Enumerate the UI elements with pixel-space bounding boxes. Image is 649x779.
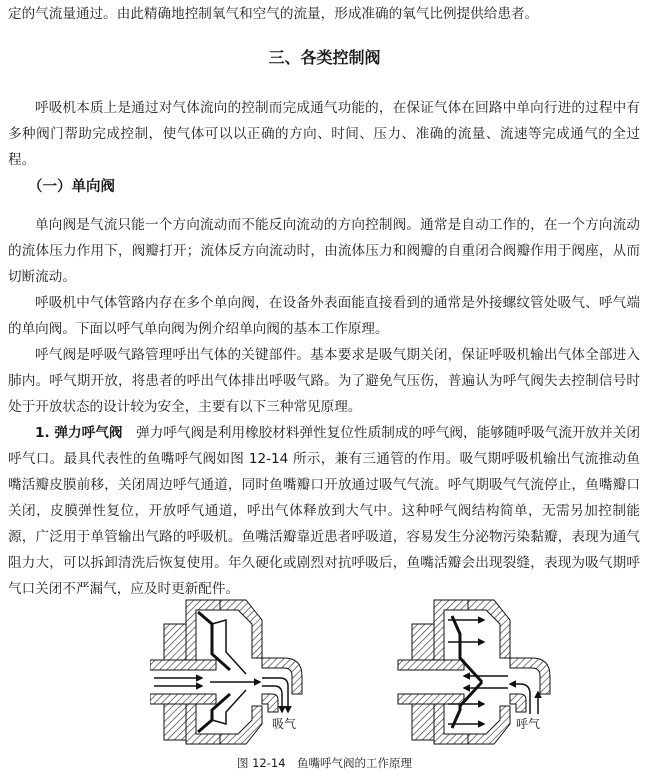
paragraph-check-valve-definition: 单向阀是气流只能一个方向流动而不能反向流动的方向控制阀。通常是自动工作的，在一个方向流动的流体压力作用下，阀瓣打开；流体反方向流动时，由流体压力和阀瓣的自重闭合阀瓣作用于阀座，从而切断流动。 (8, 217, 640, 285)
paragraph-intro: 呼吸机本质上是通过对气体流向的控制而完成通气功能的，在保证气体在回路中单向行进的过程中有多种阀门帮助完成控制，使气体可以以正确的方向、时间、压力、准确的流量、流速等完成通气的全过程。 (8, 100, 640, 168)
paragraph-elastic-valve (8, 420, 640, 602)
section-title: 三、各类控制阀 (268, 48, 381, 67)
subsection-title: （一）单向阀 (28, 179, 115, 195)
label-inhalation: 吸气 (272, 717, 297, 731)
elastic-valve-text: 弹力呼气阀是利用橡胶材料弹性复位性质制成的呼气阀，能够随呼吸气流开放并关闭呼气口。最具代表性的鱼嘴呼气阀如图 12-14 所示，兼有三通管的作用。吸气期呼吸机输出气流推动鱼嘴活瓣皮膜前移，关闭周边呼气通道，同时鱼嘴瓣口开放通过吸气气流。呼气期吸气气流停止，鱼嘴瓣口关闭，皮膜弹性复位，开放呼气通道，呼出气体释放到大气中。这种呼气阀结构简单，无需另加控制能源，广泛用于单管输出气路的呼吸机。鱼嘴活瓣靠近患者呼吸道，容易发生分泌物污染黏瓣，表现为通气阻力大，可以拆卸清洗后恢复使用。年久硬化或剧烈对抗呼吸后，鱼嘴活瓣会出现裂缝，表现为吸气期呼气口关闭不严漏气，应及时更新配件。 (8, 425, 641, 597)
paragraph-check-valve-location: 呼吸机中气体管路内存在多个单向阀，在设备外表面能直接看到的通常是外接螺纹管处吸气、呼气端的单向阀。下面以呼气单向阀为例介绍单向阀的基本工作原理。 (8, 295, 640, 337)
valve-diagram-inhalation (150, 600, 302, 744)
valve-diagram-exhalation (398, 600, 550, 744)
paragraph-oxygen-flow: 定的气流量通过。由此精确地控制氧气和空气的流量，形成准确的氧气比例提供给患者。 (8, 6, 539, 22)
figure-caption (0, 754, 649, 772)
paragraph-exhalation-valve: 呼气阀是呼吸气路管理呼出气体的关键部件。基本要求是吸气期关闭，保证呼吸机输出气体全部进入肺内。呼气期开放，将患者的呼出气体排出呼吸气路。为了避免气压伤，普遍认为呼气阀失去控制信号时处于开放状态的设计较为安全，主要有以下三种常见原理。 (8, 347, 640, 415)
figure-fishmouth-valve (150, 594, 570, 746)
figure-caption-text: 鱼嘴呼气阀的工作原理 (297, 756, 413, 770)
elastic-valve-heading: 1. 弹力呼气阀 (35, 425, 123, 441)
label-exhalation: 呼气 (516, 717, 541, 731)
figure-caption-number: 图 12-14 (236, 756, 286, 770)
